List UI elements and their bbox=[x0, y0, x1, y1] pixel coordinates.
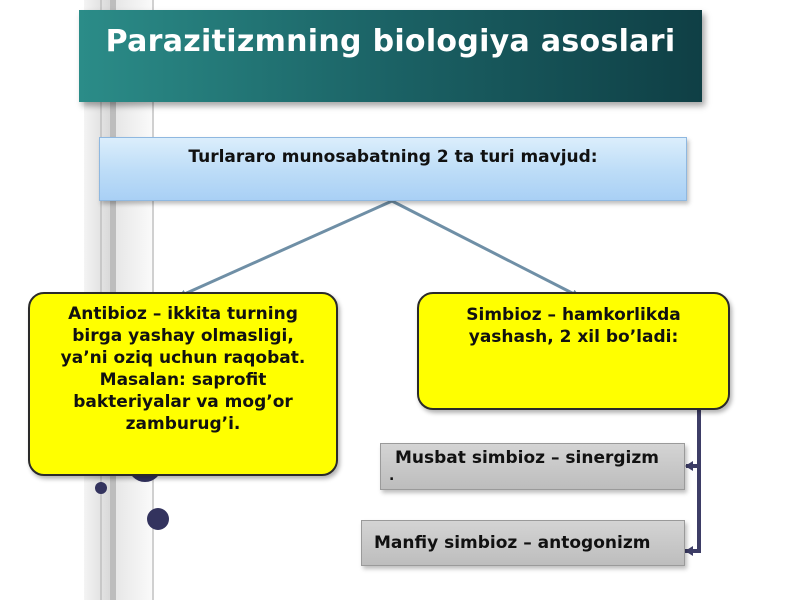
text-line: zamburug’i. bbox=[125, 414, 241, 434]
text-line: Masalan: saprofit bbox=[99, 370, 267, 390]
bracket-arrowhead bbox=[685, 461, 693, 471]
antibiotic-node-text bbox=[30, 303, 336, 435]
symbiosis-node bbox=[417, 292, 730, 410]
musbat-node bbox=[380, 443, 685, 490]
bracket-connector bbox=[685, 406, 699, 551]
root-node bbox=[99, 137, 687, 201]
text-line: birga yashay olmasligi, bbox=[72, 326, 294, 346]
bracket-arrowhead bbox=[685, 546, 693, 556]
text-line: bakteriyalar va mog’or bbox=[73, 392, 293, 412]
root-node-text: Turlararo munosabatning 2 ta turi mavjud: bbox=[188, 147, 598, 167]
connector-arrow-antibiotic bbox=[180, 201, 392, 296]
text-line: Antibioz – ikkita turning bbox=[68, 304, 298, 324]
page-title: Parazitizmning biologiya asoslari bbox=[105, 24, 676, 59]
manfiy-node-text: Manfiy simbioz – antogonizm bbox=[374, 533, 651, 553]
manfiy-node bbox=[361, 520, 685, 566]
symbiosis-node-text bbox=[419, 304, 728, 348]
antibiotic-node bbox=[28, 292, 338, 476]
connector-arrow-symbiosis bbox=[392, 201, 578, 296]
musbat-node-text: Musbat simbioz – sinergizm bbox=[395, 448, 659, 468]
text-line: Simbioz – hamkorlikda bbox=[466, 305, 681, 325]
text-line: ya’ni oziq uchun raqobat. bbox=[60, 348, 306, 368]
text-line: yashash, 2 xil bo’ladi: bbox=[468, 327, 679, 347]
musbat-node-mark: . bbox=[389, 468, 395, 484]
